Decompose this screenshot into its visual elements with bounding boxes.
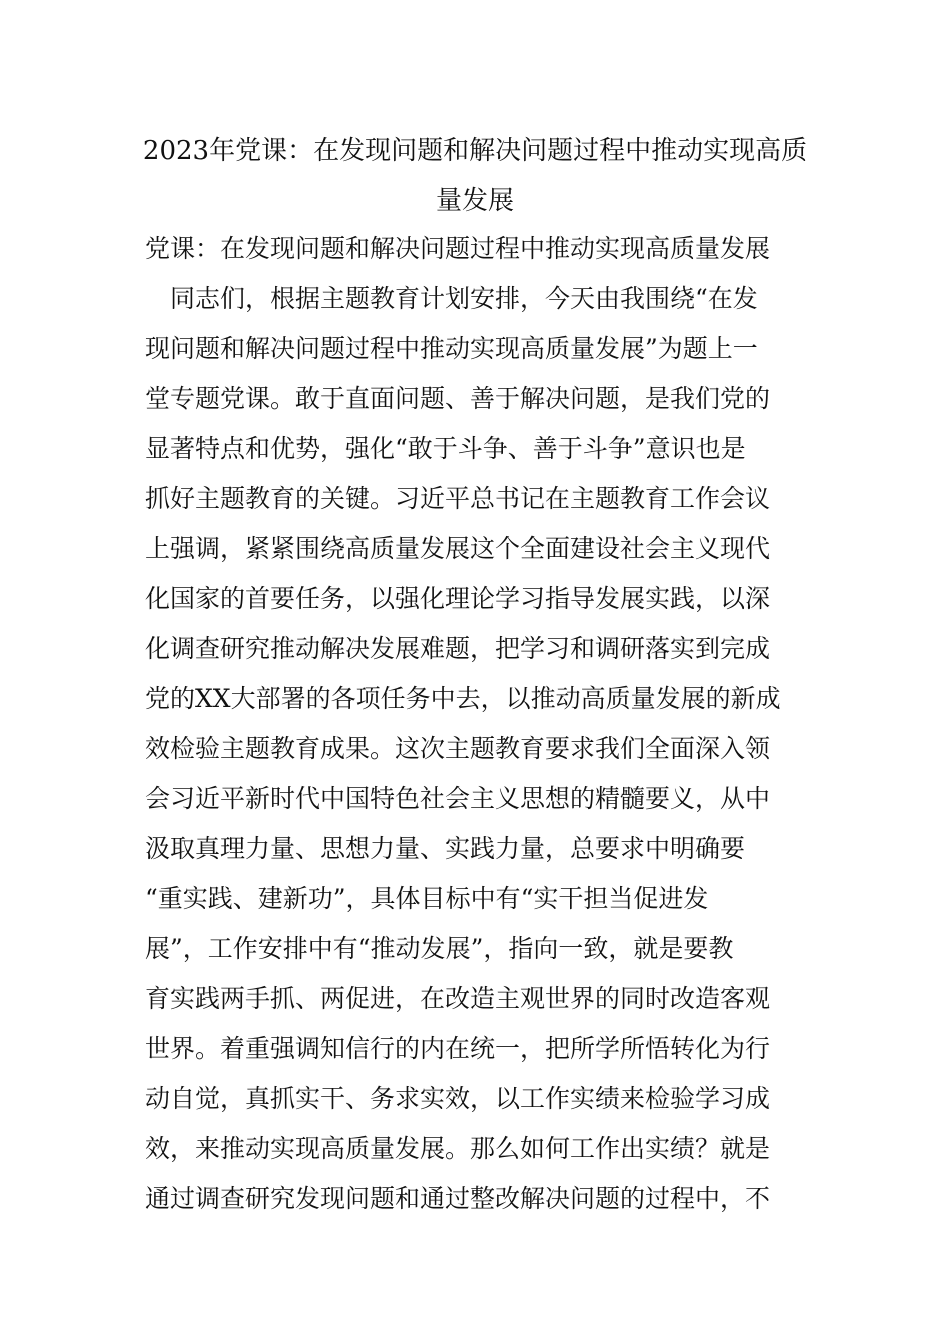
- body-line: 效，来推动实现高质量发展。那么如何工作出实绩？就是: [145, 1134, 771, 1163]
- body-line: 化国家的首要任务，以强化理论学习指导发展实践，以深: [145, 584, 771, 613]
- body-line: “重实践、建新功”，具体目标中有“实干担当促进发: [145, 884, 709, 913]
- body-line: 会习近平新时代中国特色社会主义思想的精髓要义，从中: [145, 784, 771, 813]
- document-title-line-2: 量发展: [435, 186, 514, 216]
- body-line: 动自觉，真抓实干、务求实效，以工作实绩来检验学习成: [145, 1084, 771, 1113]
- document-title-line-1: 2023年党课：在发现问题和解决问题过程中推动实现高质: [142, 136, 808, 166]
- body-line: 世界。着重强调知信行的内在统一，把所学所悟转化为行: [145, 1034, 771, 1063]
- body-line: 党的XX大部署的各项任务中去，以推动高质量发展的新成: [145, 684, 781, 713]
- body-line: 现问题和解决问题过程中推动实现高质量发展”为题上一: [145, 334, 758, 363]
- body-line: 上强调，紧紧围绕高质量发展这个全面建设社会主义现代: [145, 534, 771, 563]
- body-line: 效检验主题教育成果。这次主题教育要求我们全面深入领: [145, 734, 771, 763]
- body-line: 通过调查研究发现问题和通过整改解决问题的过程中，不: [145, 1184, 771, 1213]
- document-subtitle: 党课：在发现问题和解决问题过程中推动实现高质量发展: [145, 234, 771, 263]
- body-line: 育实践两手抓、两促进，在改造主观世界的同时改造客观: [145, 984, 771, 1013]
- body-line: 汲取真理力量、思想力量、实践力量，总要求中明确要: [145, 834, 746, 863]
- body-line: 同志们，根据主题教育计划安排，今天由我围绕“在发: [145, 284, 758, 313]
- body-line: 抓好主题教育的关键。习近平总书记在主题教育工作会议: [145, 484, 771, 513]
- body-line: 堂专题党课。敢于直面问题、善于解决问题，是我们党的: [145, 384, 771, 413]
- body-line: 展”，工作安排中有“推动发展”，指向一致，就是要教: [145, 934, 734, 963]
- body-line: 显著特点和优势，强化“敢于斗争、善于斗争”意识也是: [145, 434, 746, 463]
- body-line: 化调查研究推动解决发展难题，把学习和调研落实到完成: [145, 634, 771, 663]
